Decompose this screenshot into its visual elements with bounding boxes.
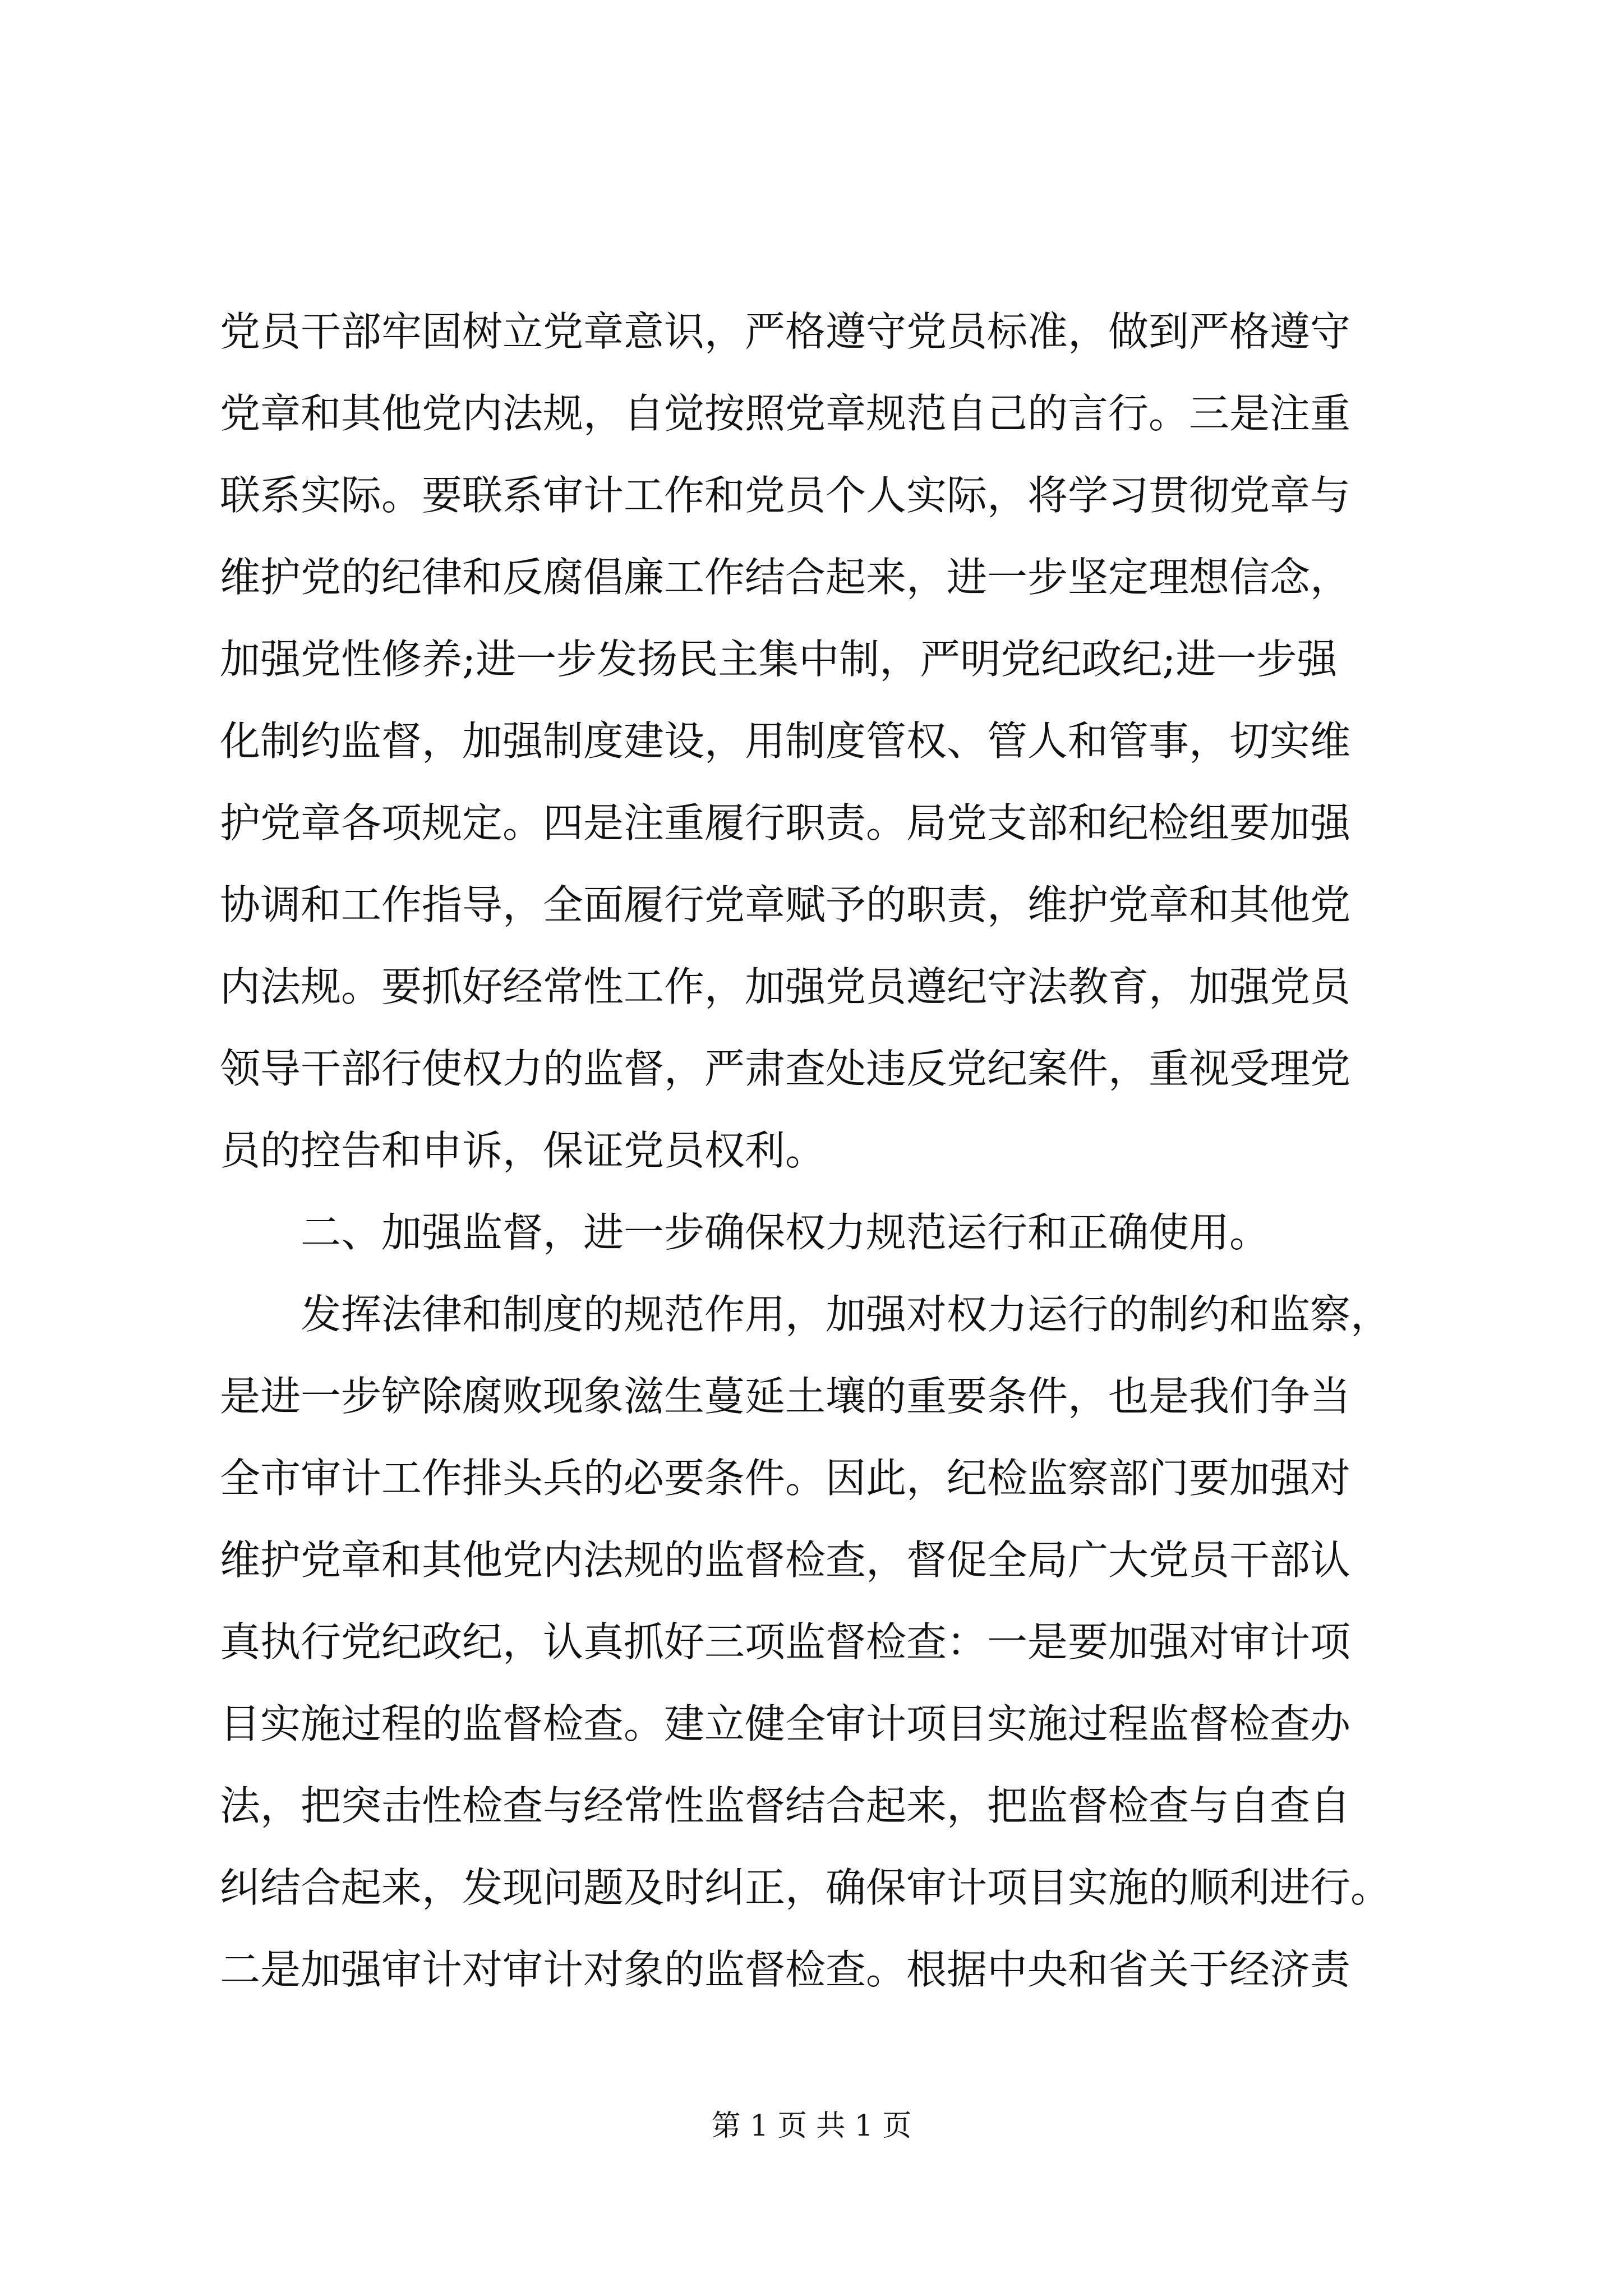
page-number: 第 1 页 共 1 页 — [711, 2109, 912, 2143]
text-line: 内法规。要抓好经常性工作，加强党员遵纪守法教育，加强党员 — [220, 963, 1351, 1010]
text-line: 全市审计工作排头兵的必要条件。因此，纪检监察部门要加强对 — [220, 1455, 1351, 1502]
text-line: 联系实际。要联系审计工作和党员个人实际，将学习贯彻党章与 — [220, 472, 1351, 519]
text-line: 目实施过程的监督检查。建立健全审计项目实施过程监督检查办 — [220, 1700, 1351, 1747]
text-line: 真执行党纪政纪，认真抓好三项监督检查：一是要加强对审计项 — [220, 1618, 1351, 1665]
text-line: 是进一步铲除腐败现象滋生蔓延土壤的重要条件，也是我们争当 — [220, 1373, 1351, 1420]
text-line: 加强党性修养;进一步发扬民主集中制，严明党纪政纪;进一步强 — [220, 636, 1338, 683]
text-line: 发挥法律和制度的规范作用，加强对权力运行的制约和监察， — [220, 1291, 1391, 1338]
section-heading: 二、加强监督，进一步确保权力规范运行和正确使用。 — [220, 1209, 1270, 1256]
text-line: 法，把突击性检查与经常性监督结合起来，把监督检查与自查自 — [220, 1782, 1351, 1829]
text-line: 纠结合起来，发现问题及时纠正，确保审计项目实施的顺利进行。 — [220, 1864, 1391, 1911]
text-line: 党员干部牢固树立党章意识，严格遵守党员标准，做到严格遵守 — [220, 308, 1351, 355]
text-line: 党章和其他党内法规，自觉按照党章规范自己的言行。三是注重 — [220, 390, 1351, 437]
text-line: 二是加强审计对审计对象的监督检查。根据中央和省关于经济责 — [220, 1946, 1351, 1993]
page-footer — [0, 2104, 1623, 2148]
text-line: 领导干部行使权力的监督，严肃查处违反党纪案件，重视受理党 — [220, 1045, 1351, 1092]
text-line: 化制约监督，加强制度建设，用制度管权、管人和管事，切实维 — [220, 717, 1351, 765]
text-line: 员的控告和申诉，保证党员权利。 — [220, 1127, 826, 1174]
text-line: 维护党章和其他党内法规的监督检查，督促全局广大党员干部认 — [220, 1536, 1351, 1584]
body-text — [220, 291, 1431, 2010]
text-line: 护党章各项规定。四是注重履行职责。局党支部和纪检组要加强 — [220, 799, 1351, 846]
text-line: 维护党的纪律和反腐倡廉工作结合起来，进一步坚定理想信念， — [220, 554, 1351, 601]
text-line: 协调和工作指导，全面履行党章赋予的职责，维护党章和其他党 — [220, 881, 1351, 928]
